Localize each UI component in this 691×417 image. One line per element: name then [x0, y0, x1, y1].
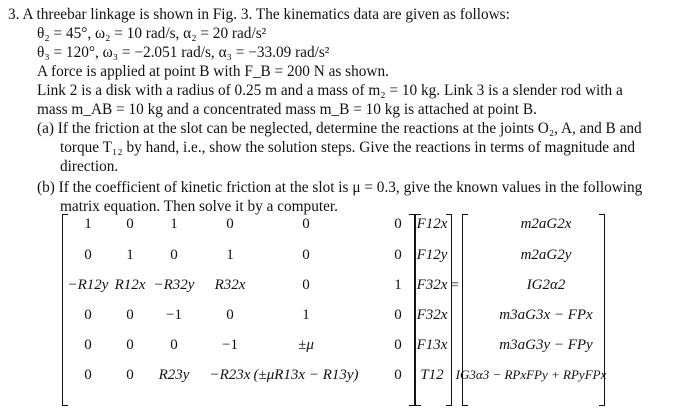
matrix-a-cell: 1	[170, 216, 178, 232]
part-b-line-1: (b) If the coefficient of kinetic friction at the slot is μ = 0.3, give the known values in the following	[37, 179, 643, 196]
matrix-a-cell: −R12y	[67, 277, 109, 293]
part-a-line-2: torque T₁₂ by hand, i.e., show the solution steps. Give the reactions in terms of magnitude and	[60, 139, 635, 156]
vector-x-entry: F32x	[416, 277, 448, 293]
matrix-a-cell: R12x	[114, 277, 146, 293]
matrix-a-cell: 0	[226, 307, 234, 323]
matrix-a-cell: 0	[126, 307, 134, 323]
matrix-a-cell: 0	[170, 337, 178, 353]
matrix-a-cell: −R32y	[153, 277, 195, 293]
matrix-a-cell: 0	[126, 337, 134, 353]
part-a-line-1: (a) If the friction at the slot can be neglected, determine the reactions at the joints O₂, A, and B and	[37, 120, 642, 137]
matrix-a-cell: 0	[302, 247, 310, 263]
matrix-a-cell: 1	[84, 216, 92, 232]
matrix-equation	[0, 210, 691, 410]
kinematics-line-1: θ₂ = 45°, ω₂ = 10 rad/s, α₂ = 20 rad/s²	[37, 25, 267, 42]
matrix-a-cell: R23y	[158, 367, 190, 383]
matrix-a-cell: 1	[302, 307, 310, 323]
matrix-a-cell: (±μR13x − R13y)	[253, 367, 359, 383]
vector-b-entry: m3aG3x − FPx	[499, 307, 593, 323]
matrix-a-cell: 0	[302, 216, 310, 232]
equals-sign: =	[451, 278, 459, 293]
matrix-a-cell: 0	[84, 337, 92, 353]
intro-text: A threebar linkage is shown in Fig. 3. The kinematics data are given as follows:	[22, 6, 510, 23]
vector-b-entry: m2aG2x	[520, 216, 572, 232]
problem-number-and-intro	[8, 6, 510, 24]
matrix-a-cell: 0	[126, 216, 134, 232]
matrix-a-cell: 1	[394, 277, 402, 293]
vector-x-entry: F12x	[416, 216, 448, 232]
matrix-a-cell: ±μ	[298, 337, 314, 353]
vector-b-entry: m2aG2y	[520, 247, 572, 263]
vector-x-entry: F13x	[416, 337, 448, 353]
matrix-a-cell: 0	[84, 247, 92, 263]
problem-number: 3.	[8, 6, 20, 23]
vector-b-entry: IG3α3 − RPxFPy + RPyFPx	[455, 367, 607, 382]
matrix-a-cell: 0	[394, 337, 402, 353]
matrix-a-cell: −R23x	[209, 367, 251, 383]
matrix-a-cell: 0	[226, 216, 234, 232]
matrix-a-cell: 0	[84, 307, 92, 323]
part-b-line-2: matrix equation. Then solve it by a computer.	[60, 198, 338, 215]
matrix-a-cell: 0	[126, 367, 134, 383]
matrix-a-cell: 0	[394, 307, 402, 323]
matrix-a-cell: 1	[226, 247, 234, 263]
matrix-a-cell: −1	[222, 337, 238, 353]
force-line: A force is applied at point B with F_B = 200 N as shown.	[37, 63, 389, 80]
matrix-a-cell: −1	[166, 307, 182, 323]
matrix-a-cell: 0	[394, 367, 402, 383]
matrix-a-cell: 1	[126, 247, 134, 263]
matrix-a-left-bracket	[62, 214, 68, 406]
matrix-a-cell: 0	[302, 277, 310, 293]
part-a-line-3: direction.	[60, 158, 119, 175]
matrix-a-cell: 0	[394, 216, 402, 232]
matrix-a-cell: 0	[84, 367, 92, 383]
vector-x-entry: F32x	[416, 307, 448, 323]
vector-x-entry: F12y	[416, 247, 448, 263]
vector-x-entry: T12	[420, 367, 444, 383]
matrix-a-cell: R32x	[214, 277, 246, 293]
kinematics-line-2: θ₃ = 120°, ω₃ = −2.051 rad/s, α₃ = −33.09 rad/s²	[37, 44, 330, 61]
matrix-a-cell: 0	[394, 247, 402, 263]
vector-b-entry: IG2α2	[526, 277, 566, 293]
link-line-1: Link 2 is a disk with a radius of 0.25 m and a mass of m₂ = 10 kg. Link 3 is a slender rod with a	[37, 82, 623, 99]
matrix-a-cell: 0	[170, 247, 178, 263]
vector-b-entry: m3aG3y − FPy	[499, 337, 593, 353]
link-line-2: mass m_AB = 10 kg and a concentrated mass m_B = 10 kg is attached at point B.	[37, 101, 537, 118]
